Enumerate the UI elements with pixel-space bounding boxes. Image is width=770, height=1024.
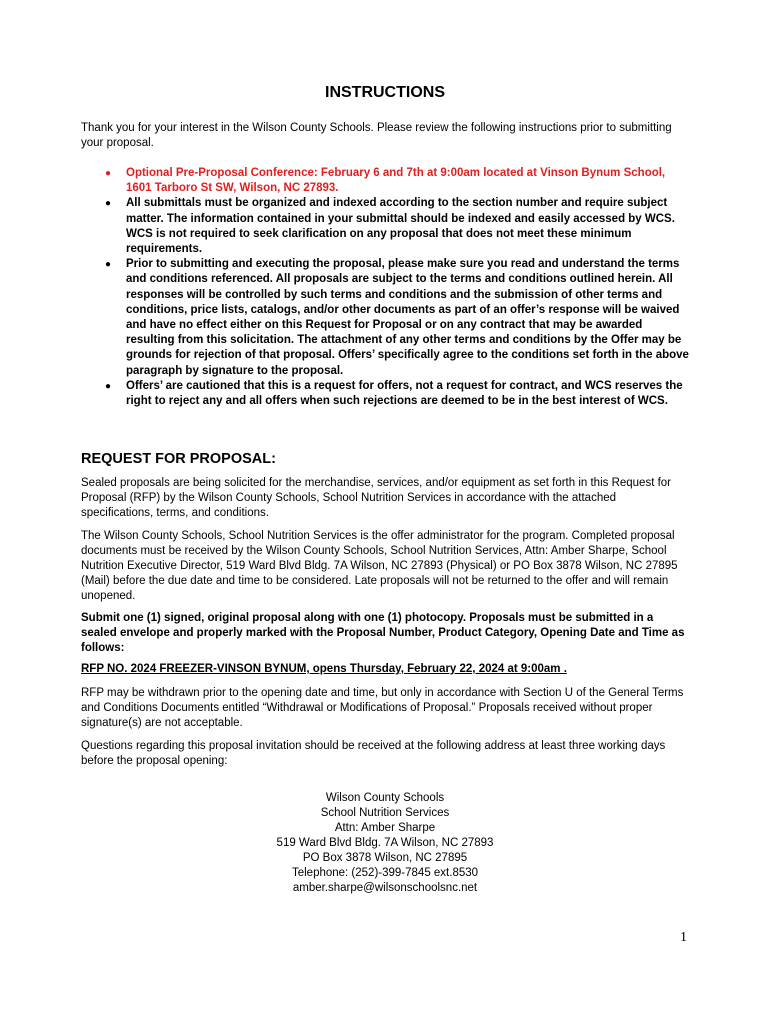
section-heading-rfp: REQUEST FOR PROPOSAL: — [81, 451, 276, 467]
list-item-text: Offers’ are cautioned that this is a request for offers, not a request for contract, and WCS reserves the right to reject any and all offers when such rejections are deemed to be in the best interest of WCS. — [126, 379, 683, 408]
address-email: amber.sharpe@wilsonschoolsnc.net — [292, 882, 478, 894]
list-item-submittals — [81, 196, 691, 257]
intro-text: Thank you for your interest in the Wilson County Schools. Please review the following instructions prior to submitting your proposal. — [81, 122, 672, 149]
rfp-number-line: RFP NO. 2024 FREEZER-VINSON BYNUM, opens Thursday, February 22, 2024 at 9:00am . — [81, 663, 567, 675]
list-item-text: Prior to submitting and executing the proposal, please make sure you read and understand the terms and conditions referenced. All proposals are subject to the terms and conditions outlined herein. All responses will be controlled by such terms and conditions and the submission of other terms and conditions, price lists, catalogs, and/or other documents as part of an offer’s response will be waived and have no effect either on this Request for Proposal or on any contract that may be awarded resulting from this solicitation. The attachment of any other terms and conditions by the Offer may be grounds for rejection of that proposal. Offers’ specifically agree to the conditions set forth in the above paragraph by signature to the proposal. — [126, 258, 689, 377]
list-item-caution — [81, 379, 691, 409]
page-title: INSTRUCTIONS — [325, 84, 445, 101]
address-attention: Attn: Amber Sharpe — [334, 822, 436, 834]
paragraph-questions: Questions regarding this proposal invitation should be received at the following address at least three working days before the proposal opening: — [81, 740, 666, 767]
bullet-icon: ● — [105, 259, 112, 271]
bullet-icon: ● — [105, 168, 112, 179]
paragraph-administrator: The Wilson County Schools, School Nutrition Services is the offer administrator for the program. Completed proposal documents must be received by the Wilson County Schools, School Nutrition Services, Attn: Amber Sharpe, School Nutrition Executive Director, 519 Ward Blvd Bldg. 7A Wilson, NC 27893 (Physical) or PO Box 3878 Wilson, NC 27895 (Mail) before the due date and time to be considered. Late proposals will not be returned to the offer and will remain unopened. — [81, 530, 678, 602]
bullet-icon: ● — [105, 198, 112, 210]
paragraph-solicitation: Sealed proposals are being solicited for the merchandise, services, and/or equipment as set forth in this Request for Proposal (RFP) by the Wilson County Schools, School Nutrition Services in accordance with the attached specifications, terms, and conditions. — [81, 477, 672, 519]
list-item-terms-conditions — [81, 257, 691, 379]
address-department: School Nutrition Services — [320, 807, 450, 819]
paragraph-withdrawal: RFP may be withdrawn prior to the opening date and time, but only in accordance with Section U of the General Terms and Conditions Documents entitled “Withdrawal or Modifications of Proposal.” Proposals received without proper signature(s) are not acceptable. — [81, 687, 684, 729]
list-item-pre-proposal-conference — [81, 166, 691, 196]
address-organization: Wilson County Schools — [325, 792, 445, 804]
list-item-text: All submittals must be organized and indexed according to the section number and require subject matter. The information contained in your submittal should be indexed and easily accessed by WCS. WCS is not required to seek clarification on any proposal that does not meet these minimum requirements. — [126, 197, 675, 256]
page-number: 1 — [680, 930, 687, 945]
contact-address-block — [0, 791, 770, 896]
address-telephone: Telephone: (252)-399-7845 ext.8530 — [291, 867, 479, 879]
address-po-box: PO Box 3878 Wilson, NC 27895 — [302, 852, 468, 864]
instructions-list — [81, 166, 691, 409]
bullet-icon: ● — [105, 380, 112, 392]
address-physical: 519 Ward Blvd Bldg. 7A Wilson, NC 27893 — [276, 837, 494, 849]
list-item-text: Optional Pre-Proposal Conference: February 6 and 7th at 9:00am located at Vinson Bynum School, 1601 Tarboro St SW, Wilson, NC 27893. — [126, 167, 666, 195]
paragraph-submission-instructions: Submit one (1) signed, original proposal along with one (1) photocopy. Proposals must be submitted in a sealed envelope and properly marked with the Proposal Number, Product Category, Opening Date and Time as follows: — [81, 612, 685, 654]
